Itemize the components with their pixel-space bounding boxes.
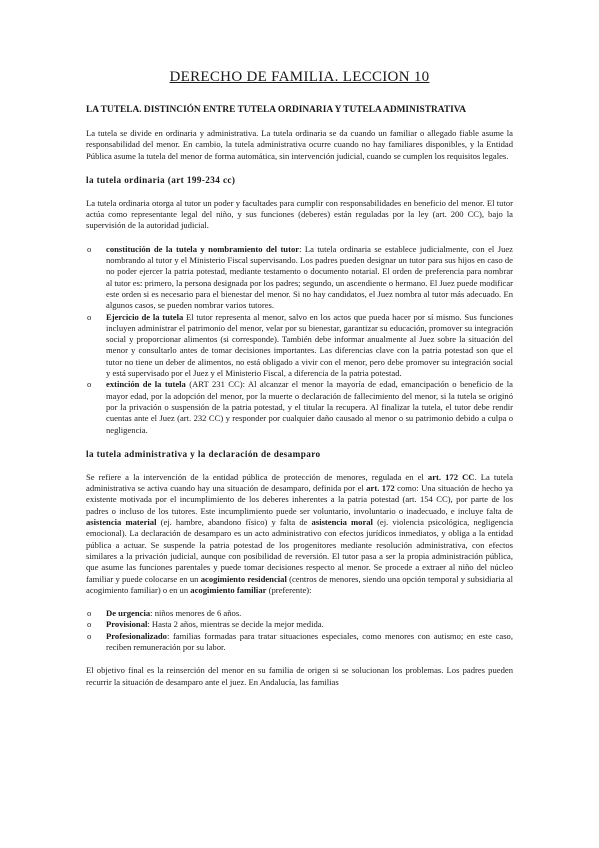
list-item-text: : niños menores de 6 años. (150, 608, 242, 619)
section-heading-tutela: LA TUTELA. DISTINCIÓN ENTRE TUTELA ORDINARIA Y TUTELA ADMINISTRATIVA (86, 105, 467, 115)
bullet-marker: o (87, 311, 92, 322)
bold-run: art. 172 (366, 483, 395, 494)
bold-run: acogimiento familiar (190, 584, 267, 595)
list-item-text: : familias formadas para tratar situaciones especiales, como menores con autismo; en este caso, reciben remuneración por su labor. (106, 630, 513, 652)
subheading-tutela-administrativa: la tutela administrativa y la declaración de desamparo (86, 448, 321, 459)
bullet-marker: o (87, 608, 92, 619)
list-item-term: Provisional (106, 619, 148, 630)
list-item-term: extinción de la tutela (106, 379, 186, 390)
list-item-term: Profesionalizado (106, 630, 167, 641)
list-item-text: (ART 231 CC): Al alcanzar el menor la mayoría de edad, emancipación o beneficio de la mayor edad, por la adopción del menor, por la muerte o declaración de fallecimiento del menor, si la tutela se originó por la privación o suspensión de la patria potestad, y el titular la recupera. Al finalizar la tutela, el tutor debe rendir cuentas ante el Juez (art. 232 CC) y responder por cualquier daño causado al menor o su patrimonio debido a culpa o negligencia. (106, 379, 513, 435)
ordinaria-paragraph: La tutela ordinaria otorga al tutor un poder y facultades para cumplir con responsabilidades en beneficio del menor. El tutor actúa como representante legal del niño, y sus funciones (deberes) están reguladas por la ley (art. 200 CC), bajo la supervisión de la autoridad judicial. (86, 197, 513, 231)
bullet-marker: o (87, 619, 92, 630)
administrativa-paragraph (86, 472, 513, 596)
text-run: . La tutela administrativa se activa cuando hay una situación de desamparo, definida por el (86, 471, 513, 494)
document-title: DERECHO DE FAMILIA. LECCION 10 (169, 69, 430, 85)
list-item-provisional (86, 619, 513, 630)
bold-run: acogimiento residencial (200, 573, 287, 584)
text-run: (ej. hambre, abandono físico) y falta de (156, 517, 312, 528)
intro-paragraph: La tutela se divide en ordinaria y administrativa. La tutela ordinaria se da cuando un familiar o allegado fiable asume la responsabilidad del menor. En cambio, la tutela administrativa ocurre cuando no hay familiares disponibles, y la Entidad Pública asume la tutela del menor de forma automática, sin intervención judicial, cuando se cumplen los requisitos legales. (86, 128, 513, 161)
list-item-urgencia (86, 608, 513, 619)
text-run: (preferente): (266, 584, 312, 595)
bold-run: art. 172 CC (427, 471, 475, 482)
bold-run: asistencia moral (311, 517, 373, 528)
text-run: (ej. violencia psicológica, negligencia emocional). La declaración de desamparo es un acto administrativo con efectos jurídicos inmediatos, y obliga a la entidad pública a actuar. Se suspende la patria potestad de los progenitores mediante resolución administrativa, con efectos similares a la privación judicial, aunque con posibilidad de reversión. El tutor pasa a ser la propia administración pública, que asume las funciones parentales y puede tomar decisiones respecto al menor. Se procede a extraer al niño del núcleo familiar y puede colocarse en un (86, 517, 514, 584)
list-item-term: constitución de la tutela y nombramiento del tutor (106, 243, 300, 254)
list-item-term: De urgencia (106, 608, 151, 619)
list-item-constitucion (86, 244, 513, 312)
bullet-marker: o (87, 243, 92, 254)
bullet-marker: o (87, 379, 92, 390)
list-item-extincion (86, 379, 513, 435)
list-item-term: Ejercicio de la tutela (106, 311, 184, 322)
text-run: (centros de menores, siendo una opción temporal y subsidiaria al acogimiento familiar) o en un (86, 573, 513, 595)
list-item-ejercicio (86, 312, 513, 380)
list-item-text: El tutor representa al menor, salvo en los actos que pueda hacer por sí mismo. Sus funciones incluyen administrar el patrimonio del menor, velar por su bienestar, garantizar su educación, promover su integración social y proporcionar alimentos (si corresponde). También debe informar anualmente al Juez sobre la situación del menor y consultarlo antes de tomar decisiones importantes. Las diferencias clave con la patria potestad son que el tutor no tiene un deber de alimentos, no está obligado a vivir con el menor, pero debe promover su integración social y está supervisado por el Juez y el Ministerio Fiscal, a diferencia de la patria potestad. (106, 311, 513, 379)
list-item-profesionalizado (86, 631, 513, 654)
acogimiento-bullet-list (86, 608, 513, 653)
list-item-text: : La tutela ordinaria se establece judicialmente, con el Juez nombrando al tutor y el Ministerio Fiscal supervisando. Los padres pueden designar un tutor para sus hijos en caso de no poder ejercer la patria potestad, mediante testamento o documento notarial. El orden de preferencia para nombrar al tutor es: primero, la persona designada por los padres; segundo, un ascendiente o hermano. El Juez puede modificar este orden si es necesario para el bienestar del menor. Si no hay candidatos, el Juez nombra al tutor más adecuado. En algunos casos, se pueden nombrar varios tutores. (106, 243, 513, 311)
bullet-marker: o (87, 630, 92, 641)
text-run: Se refiere a la intervención de la entidad pública de protección de menores, regulada en el (86, 471, 428, 482)
text-run: como: Una situación de hecho ya existente motivada por el incumplimiento de los deberes inherentes a la patria potestad (art. 154 CC), por parte de los padres o incluso de los tutores. Este incumplimiento puede ser voluntario, involuntario o inadecuado, e incluye falta de (86, 483, 513, 516)
final-paragraph: El objetivo final es la reinserción del menor en su familia de origen si se solucionan los problemas. Los padres pueden recurrir la situación de desamparo ante el juez. En Andalucía, las familias (86, 665, 513, 687)
ordinaria-bullet-list (86, 244, 513, 436)
bold-run: asistencia material (86, 517, 157, 528)
list-item-text: : Hasta 2 años, mientras se decide la mejor medida. (147, 619, 324, 630)
subheading-tutela-ordinaria: la tutela ordinaria (art 199-234 cc) (86, 174, 236, 185)
